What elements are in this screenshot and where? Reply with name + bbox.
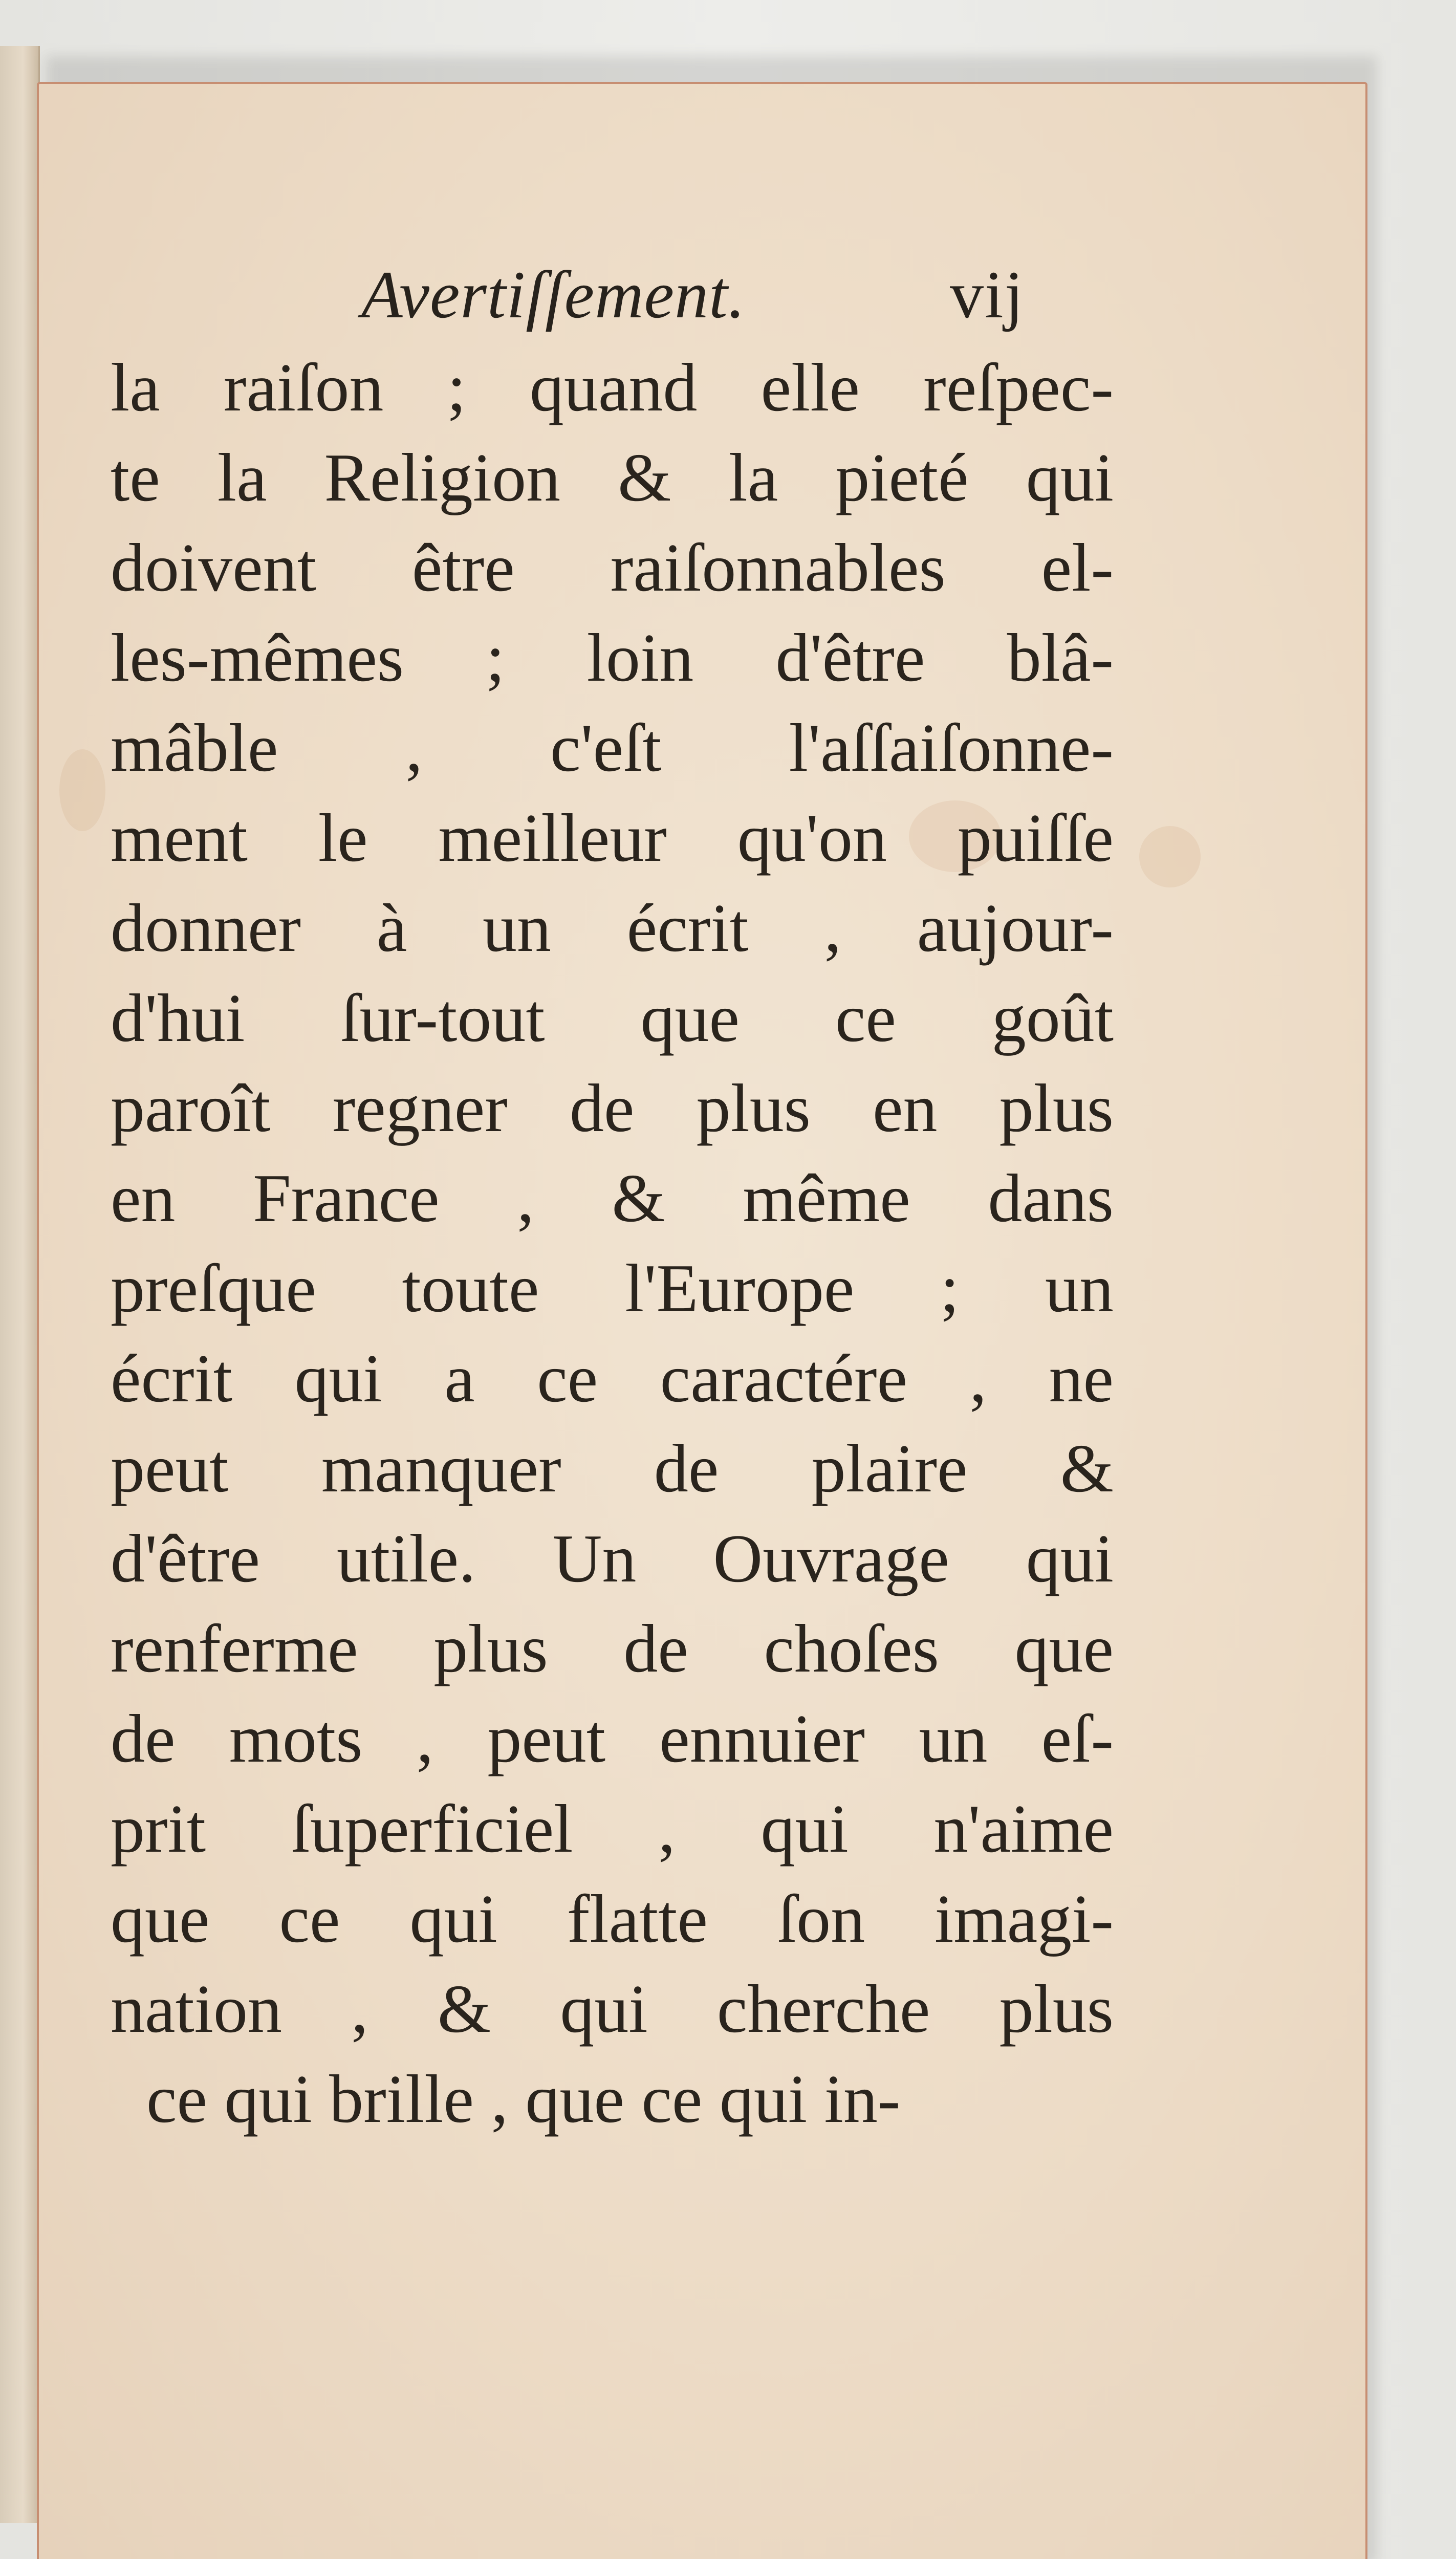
left-page-edge [0, 46, 40, 2523]
text-line: paroît regner de plus en plus [111, 1070, 1114, 1146]
paper-stain [59, 749, 105, 831]
text-line: ment le meilleur qu'on puiſſe [111, 800, 1114, 876]
text-line: doivent être raiſonnables el- [111, 530, 1114, 605]
body-text [111, 342, 1114, 2144]
text-line: d'être utile. Un Ouvrage qui [111, 1521, 1114, 1596]
text-line: que ce qui flatte ſon imagi- [111, 1881, 1114, 1957]
book-page [37, 82, 1367, 2559]
text-line: prit ſuperficiel , qui n'aime [111, 1791, 1114, 1867]
text-line: te la Religion & la pieté qui [111, 440, 1114, 515]
paper-stain [1139, 826, 1201, 887]
running-title: Avertiſſement. [361, 257, 746, 332]
text-line: en France , & même dans [111, 1160, 1114, 1236]
text-line: la raiſon ; quand elle reſpec- [111, 350, 1114, 425]
text-line: les-mêmes ; loin d'être blâ- [111, 620, 1114, 696]
text-line: peut manquer de plaire & [111, 1430, 1114, 1506]
text-line: ce qui brille , que ce qui in- [146, 2061, 901, 2137]
text-line: écrit qui a ce caractére , ne [111, 1340, 1114, 1416]
text-line: d'hui ſur-tout que ce goût [111, 980, 1114, 1056]
text-line: preſque toute l'Europe ; un [111, 1250, 1114, 1326]
text-line: nation , & qui cherche plus [111, 1971, 1114, 2047]
text-line: de mots , peut ennuier un eſ- [111, 1701, 1114, 1776]
text-line: donner à un écrit , aujour- [111, 890, 1114, 966]
text-line: renferme plus de choſes que [111, 1611, 1114, 1686]
page-number: vij [950, 257, 1025, 332]
text-line: mâble , c'eſt l'aſſaiſonne- [111, 710, 1114, 786]
